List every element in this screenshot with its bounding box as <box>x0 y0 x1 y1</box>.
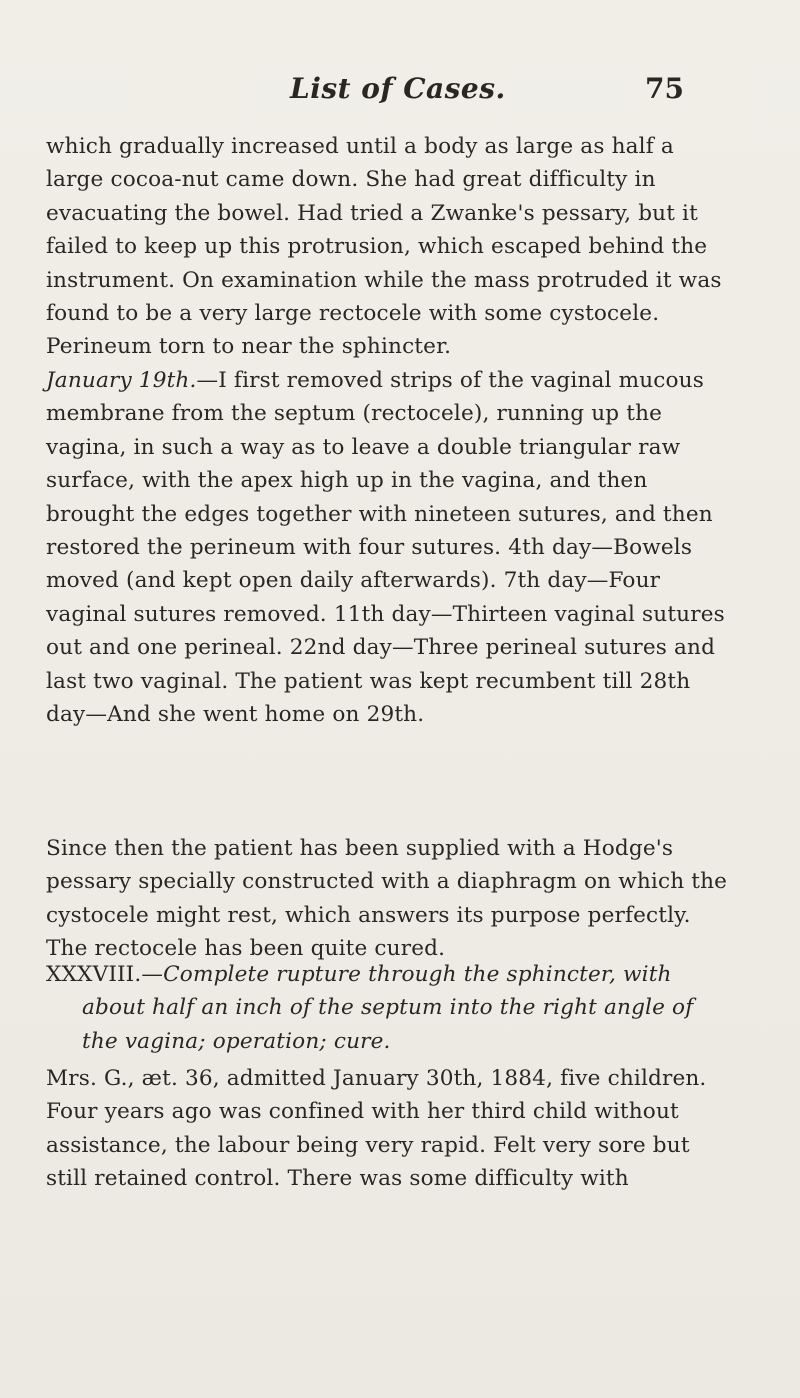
paragraph-followup <box>46 832 736 966</box>
paragraph-text: Mrs. G., æt. 36, admitted January 30th, 1884, five children. Four years ago was confined with her third child without assistance, the labour being very rapid. Felt very sore but still retained control. There was some difficulty with <box>46 1066 707 1192</box>
page-number: 75 <box>645 72 684 105</box>
paragraph-text: which gradually increased until a body as large as half a large cocoa-nut came down. She had great difficulty in evacuating the bowel. Had tried a Zwanke's pessary, but it failed to keep up this protrusion, which escaped behind the instrument. On examination while the mass protruded it was found to be a very large rectocele with some cystocele. Perineum torn to near the sphincter. <box>46 134 722 360</box>
paragraph-case-history <box>46 1062 736 1196</box>
operation-text: —I first removed strips of the vaginal mucous membrane from the septum (rectocele), running up the vagina, in such a way as to leave a double triangular raw surface, with the apex high up in the vagina, and then brought the edges together with nineteen sutures, and then restored the perineum with four sutures. 4th day—Bowels moved (and kept open daily afterwards). 7th day—Four vaginal sutures removed. 11th day—Thirteen vaginal sutures out and one perineal. 22nd day—Three perineal sutures and last two vaginal. The patient was kept recumbent till 28th day—And she went home on 29th. <box>46 368 725 728</box>
paragraph-text: Since then the patient has been supplied with a Hodge's pessary specially constructed with a diaphragm on which the cystocele might rest, which answers its purpose perfectly. The rectocele has been quite cured. <box>46 836 728 962</box>
case-heading <box>46 958 736 1058</box>
running-head <box>290 72 710 116</box>
running-title: List of Cases. <box>290 72 506 105</box>
case-title: —Complete rupture through the sphincter, with about half an inch of the septum into the right angle of the vagina; operation; cure. <box>82 962 694 1054</box>
paragraph-continuation <box>46 130 736 364</box>
case-number: XXXVIII. <box>46 962 142 987</box>
paragraph-operation-notes <box>46 364 736 731</box>
operation-date: January 19th. <box>46 368 197 393</box>
